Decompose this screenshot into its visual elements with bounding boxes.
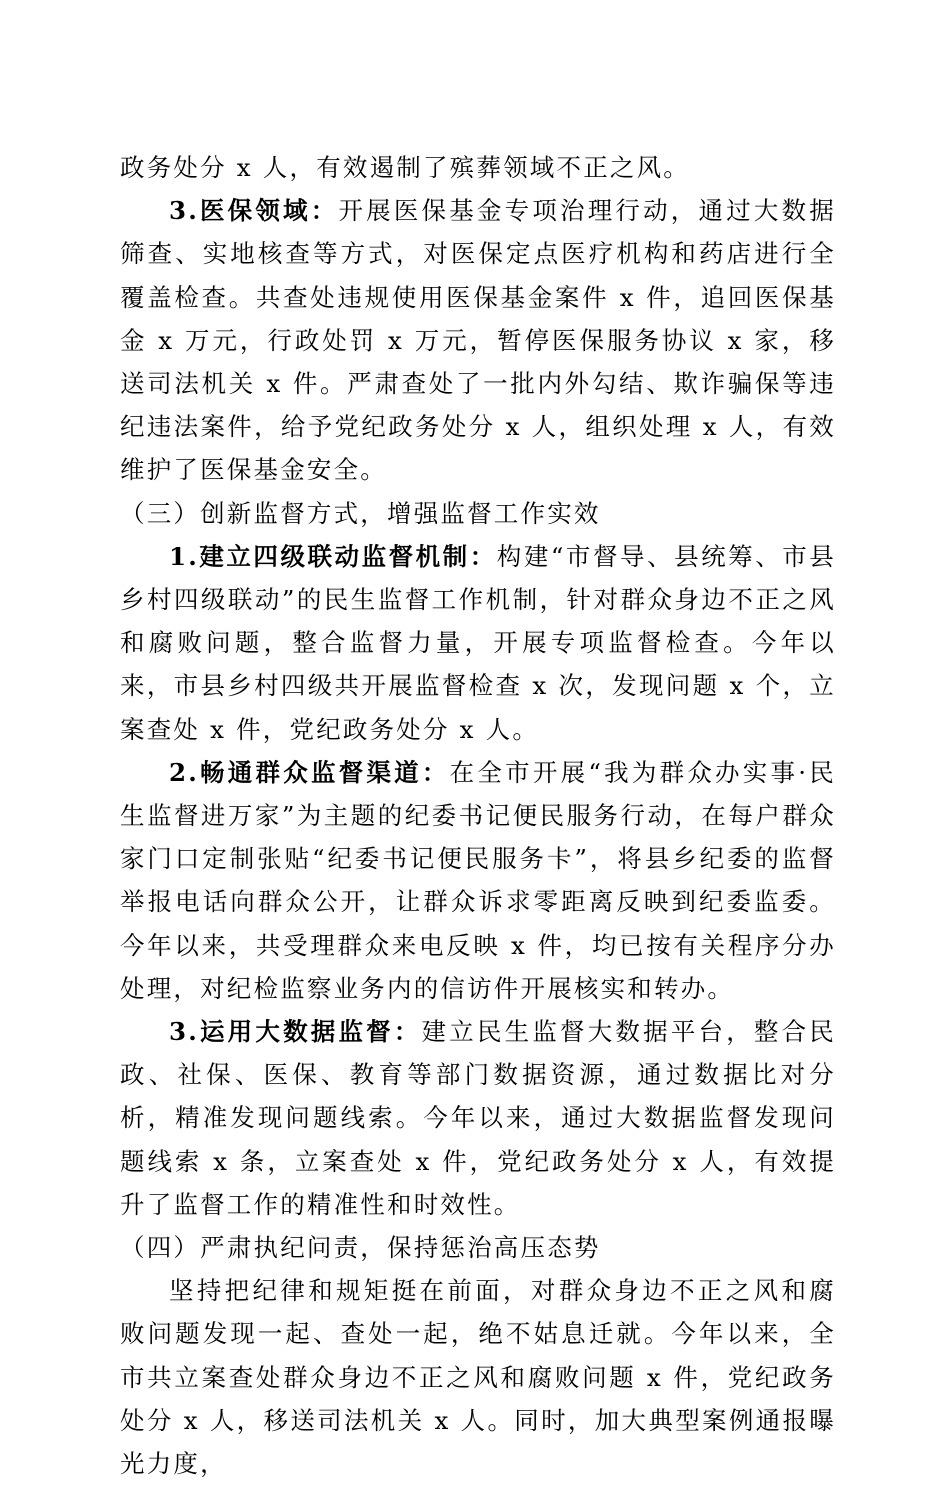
heading-text: （三）创新监督方式，增强监督工作实效 [120, 498, 601, 528]
paragraph-lead: 2.畅通群众监督渠道： [169, 757, 450, 787]
document-body [120, 146, 836, 1485]
paragraph-lead: 3.运用大数据监督： [169, 1017, 422, 1047]
paragraph-text: 建立民生监督大数据平台，整合民政、社保、医保、教育等部门数据资源，通过数据比对分析，精准发现问题线索。今年以来，通过大数据监督发现问题线索 x 条，立案查处 x 件，党纪政务处分 x 人，有效提升了监督工作的精准性和时效性。 [120, 1017, 836, 1219]
paragraph-big-data [120, 1010, 836, 1226]
paragraph-accountability [120, 1269, 836, 1485]
paragraph-four-level-linkage [120, 535, 836, 751]
paragraph-lead: 3.医保领域： [169, 196, 339, 226]
paragraph-continuation [120, 146, 836, 189]
paragraph-public-supervision [120, 751, 836, 1010]
paragraph-text: 开展医保基金专项治理行动，通过大数据筛查、实地核查等方式，对医保定点医疗机构和药店进行全覆盖检查。共查处违规使用医保基金案件 x 件，追回医保基金 x 万元，行政处罚 x 万元，暂停医保服务协议 x 家，移送司法机关 x 件。严肃查处了一批内外勾结、欺诈骗保等违纪违法案件，给予党纪政务处分 x 人，组织处理 x 人，有效维护了医保基金安全。 [120, 196, 836, 485]
heading-text: （四）严肃执纪问责，保持惩治高压态势 [120, 1233, 601, 1263]
paragraph-text: 坚持把纪律和规矩挺在前面，对群众身边不正之风和腐败问题发现一起、查处一起，绝不姑息迁就。今年以来，全市共立案查处群众身边不正之风和腐败问题 x 件，党纪政务处分 x 人，移送司法机关 x 人。同时，加大典型案例通报曝光力度， [120, 1276, 836, 1479]
section-heading-3 [120, 492, 836, 535]
paragraph-medical-insurance [120, 189, 836, 491]
paragraph-text: 政务处分 x 人，有效遏制了殡葬领域不正之风。 [120, 153, 690, 182]
paragraph-text: 在全市开展“我为群众办实事·民生监督进万家”为主题的纪委书记便民服务行动，在每户群众家门口定制张贴“纪委书记便民服务卡”，将县乡纪委的监督举报电话向群众公开，让群众诉求零距离反映到纪委监委。今年以来，共受理群众来电反映 x 件，均已按有关程序分办处理，对纪检监察业务内的信访件开展核实和转办。 [120, 757, 836, 1003]
section-heading-4 [120, 1226, 836, 1269]
paragraph-lead: 1.建立四级联动监督机制： [169, 541, 497, 571]
paragraph-text: 构建“市督导、县统筹、市县乡村四级联动”的民生监督工作机制，针对群众身边不正之风和腐败问题，整合监督力量，开展专项监督检查。今年以来，市县乡村四级共开展监督检查 x 次，发现问题 x 个，立案查处 x 件，党纪政务处分 x 人。 [120, 541, 836, 744]
